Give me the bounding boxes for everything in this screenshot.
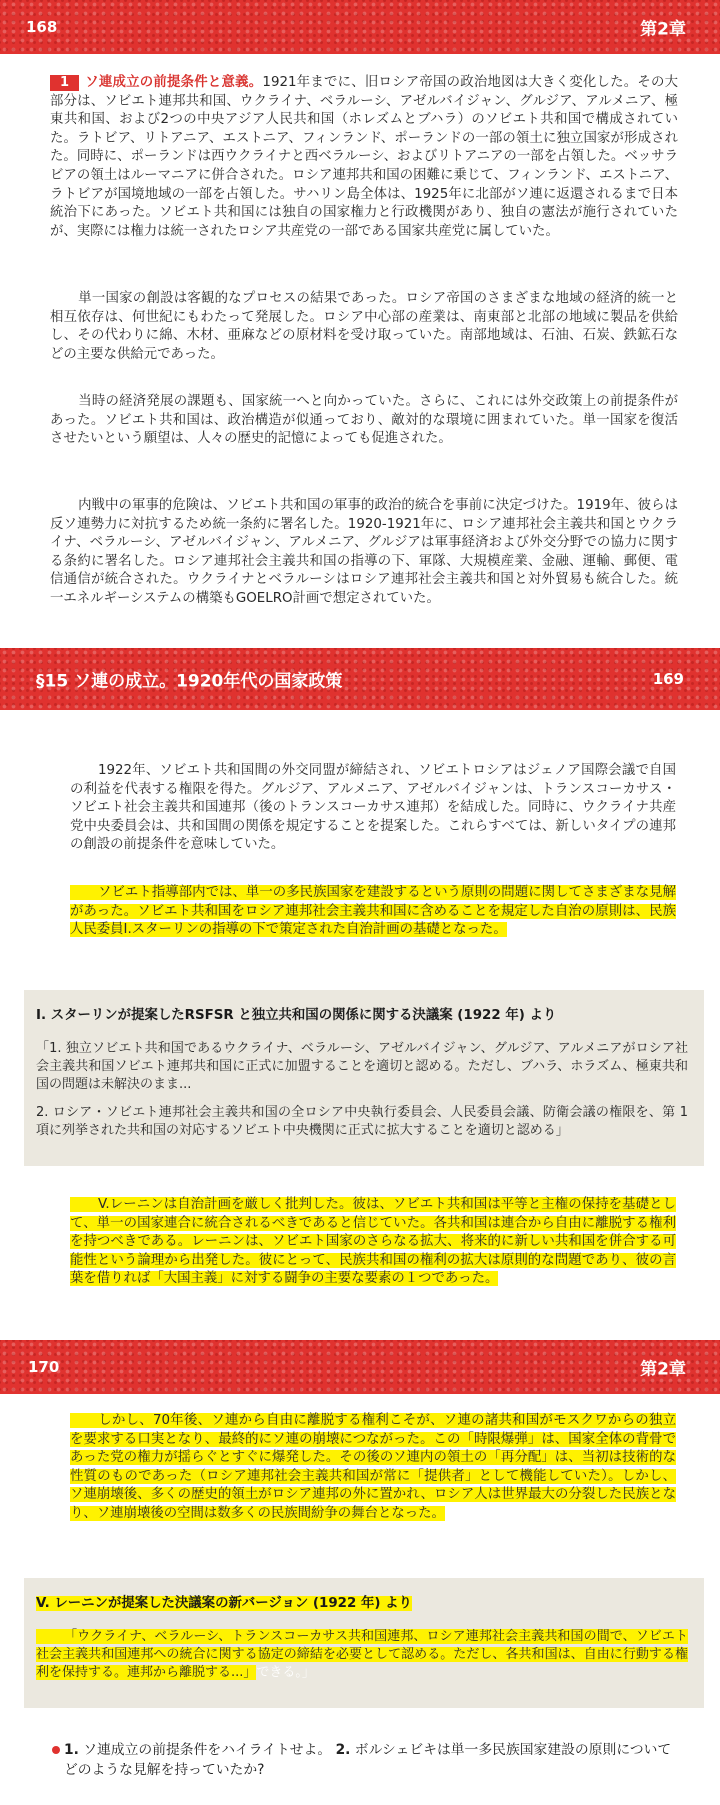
section1-paragraph-4 (50, 497, 678, 609)
question-2-text: ボルシェビキは単一多民族国家建設の原則についてどのような見解を持っていたか? (64, 1742, 672, 1778)
source-box-text (36, 1628, 688, 1683)
section1-paragraph-1 (50, 74, 678, 241)
chapter-label: 第2章 (640, 1359, 686, 1380)
source-box-text-2: 2. ロシア・ソビエト連邦社会主義共和国の全ロシア中央執行委員会、人民委員会議、防衛会議の権限を、第 1 項に列挙された共和国の対応するソビエト中央機関に正式に拡大することを適切と認める」 (36, 1105, 688, 1139)
section1-paragraph-3 (50, 393, 678, 449)
chapter-label: 第2章 (640, 19, 686, 40)
section2-paragraph-2-highlighted (70, 884, 676, 940)
paragraph-text: 当時の経済発展の課題も、国家統一へと向かっていた。さらに、これには外交政策上の前提条件があった。ソビエト共和国は、政治構造が似通っており、敵対的な環境に囲まれていた。単一国家を復活させたいという願望は、人々の歴史的記憶によっても促進された。 (50, 394, 678, 447)
faded-text: できる。」 (256, 1665, 315, 1681)
paragraph-text: 内戦中の軍事的危険は、ソビエト共和国の軍事的政治的統合を事前に決定づけた。1919年、彼らは反ソ連勢力に対抗するため統一条約に署名した。1920-1921年に、ロシア連邦社会主義共和国とウクライナ、ベラルーシ、アゼルバイジャン、アルメニア、グルジアは軍事経済および外交分野での協力に関する条約に署名した。ロシア連邦社会主義共和国の指導の下、軍隊、大規模産業、金融、運輸、郵便、電信通信が統合された。ウクライナとベラルーシはロシア連邦社会主義共和国と対外貿易も統合した。統一エネルギーシステムの構築もGOELRO計画で想定されていた。 (50, 498, 678, 606)
source-quote-box-lenin (24, 1578, 704, 1708)
page-number: 168 (26, 18, 58, 36)
page-number: 169 (652, 670, 684, 688)
bullet-dot-icon (52, 1746, 60, 1754)
page-header-169 (0, 648, 720, 710)
section2-paragraph-3-highlighted (70, 1196, 676, 1289)
page-header-170 (0, 1340, 720, 1394)
section-heading: §15 ソ連の成立。1920年代の国家政策 (36, 671, 343, 692)
highlighted-text: ソビエト指導部内では、単一の多民族国家を建設するという原則の問題に関してさまざまな見解があった。ソビエト共和国をロシア連邦社会主義共和国に含めることを規定した自治の原則は、民族人民委員I.スターリンの指導の下で策定された自治計画の基礎となった。 (70, 885, 676, 938)
question-1-number: 1. (64, 1742, 79, 1758)
section3-paragraph-1-highlighted (70, 1412, 676, 1524)
section-number-badge: 1 (50, 75, 79, 91)
page-number: 170 (28, 1358, 60, 1376)
highlighted-text: V.レーニンは自治計画を厳しく批判した。彼は、ソビエト共和国は平等と主権の保持を基礎として、単一の国家連合に統合されるべきであると信じていた。各共和国は連合から自由に離脱する権利を持つべきである。レーニンは、ソビエト国家のさらなる拡大、将来的に新しい共和国を併合する可能性という論理から出発した。彼にとって、民族共和国の権利の拡大は原則的な問題であり、彼の言葉を借りれば「大国主義」に対する闘争の主要な要素の１つであった。 (70, 1197, 676, 1287)
question-2-number: 2. (335, 1742, 351, 1758)
source-box-title: V. レーニンが提案した決議案の新バージョン (1922 年) より (36, 1596, 412, 1611)
section2-paragraph-1 (70, 762, 676, 855)
section-lead-title: ソ連成立の前提条件と意義。 (85, 75, 263, 90)
question-1-text: ソ連成立の前提条件をハイライトせよ。 (83, 1742, 332, 1758)
review-questions (64, 1740, 684, 1780)
page-header-168 (0, 0, 720, 54)
paragraph-text: 1922年、ソビエト共和国間の外交同盟が締結され、ソビエトロシアはジェノア国際会議で自国の利益を代表する権限を得た。グルジア、アルメニア、アゼルバイジャンは、トランスコーカサス・ソビエト社会主義共和国連邦（後のトランスコーカサス連邦）を結成した。同時に、ウクライナ共産党中央委員会は、共和国間の関係を規定することを提案した。これらすべては、新しいタイプの連邦の創設の前提条件を意味していた。 (70, 763, 676, 853)
paragraph-text: 単一国家の創設は客観的なプロセスの結果であった。ロシア帝国のさまざまな地域の経済的統一と相互依存は、何世紀にもわたって発展した。ロシア中心部の産業は、南東部と北部の地域に製品を供給し、その代わりに綿、木材、亜麻などの原材料を受け取っていた。南部地域は、石油、石炭、鉄鉱石などの主要な供給元であった。 (50, 291, 678, 362)
source-box-title: I. スターリンが提案したRSFSR と独立共和国の関係に関する決議案 (1922 年) より (36, 1008, 557, 1023)
paragraph-text: 1921年までに、旧ロシア帝国の政治地図は大きく変化した。その大部分は、ソビエト連邦共和国、ウクライナ、ベラルーシ、アゼルバイジャン、グルジア、アルメニア、極東共和国、および2つの中央アジア人民共和国（ホレズムとブハラ）のソビエト共和国で構成されていた。ラトビア、リトアニア、エストニア、フィンランド、ポーランドの一部の領土に独立国家が形成された。同時に、ポーランドは西ウクライナと西ベラルーシ、およびリトアニアの一部を占領した。ベッサラビアの領土はルーマニアに併合された。ロシア連邦共和国の困難に乗じて、フィンランド、エストニア、ラトビアが国境地域の一部を占領した。サハリン島全体は、1925年に北部がソ連に返還されるまで日本統治下にあった。ソビエト共和国には独自の国家権力と行政機関があり、独自の憲法が施行されていたが、実際には権力は統一されたロシア共産党の一部である国家共産党に属していた。 (50, 75, 679, 239)
source-box-text-1: 「1. 独立ソビエト共和国であるウクライナ、ベラルーシ、アゼルバイジャン、グルジア、アルメニアがロシア社会主義共和国ソビエト連邦共和国に正式に加盟することを適切と認める。ただし、ブハラ、ホラズム、極東共和国の問題は未解決のまま... (36, 1041, 688, 1093)
highlighted-text: しかし、70年後、ソ連から自由に離脱する権利こそが、ソ連の諸共和国がモスクワからの独立を要求する口実となり、最終的にソ連の崩壊につながった。この「時限爆弾」は、国家全体の背骨であった党の権力が揺らぐとすぐに爆発した。その後のソ連内の領土の「再分配」は、当初は技術的な性質のものであった（ロシア連邦社会主義共和国が常に「提供者」として機能していた）。しかし、ソ連崩壊後、多くの歴史的領土がロシア連邦の外に置かれ、ロシア人は世界最大の分裂した民族となり、ソ連崩壊後の空間は数多くの民族間紛争の舞台となった。 (70, 1413, 676, 1521)
source-quote-box-stalin (24, 990, 704, 1166)
highlighted-text: 「ウクライナ、ベラルーシ、トランスコーカサス共和国連邦、ロシア連邦社会主義共和国の間で、ソビエト社会主義共和国連邦への統合に関する協定の締結を必要として認める。ただし、各共和国は、自由に行動する権利を保持する。連邦から離脱する...」 (36, 1629, 688, 1681)
section1-paragraph-2 (50, 290, 678, 364)
